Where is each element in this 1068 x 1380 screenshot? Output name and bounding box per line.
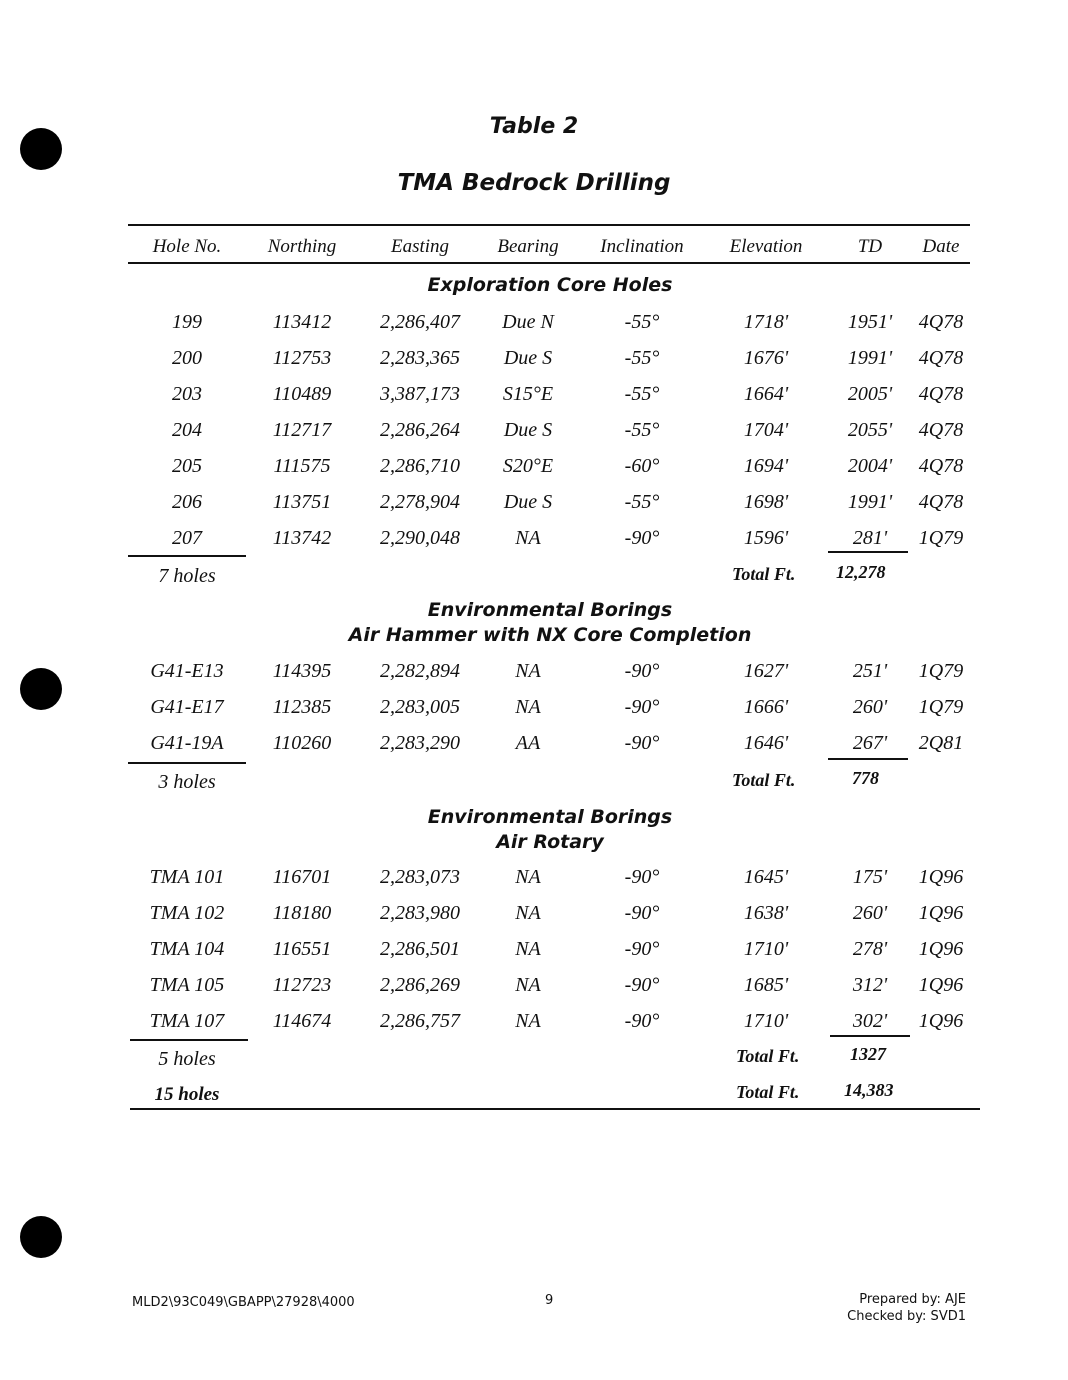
cell-northing: 111575	[273, 455, 331, 477]
cell-northing: 110260	[272, 732, 332, 754]
cell-inclination: -90°	[624, 902, 660, 924]
footer-prepared-by: Prepared by: AJE	[859, 1292, 966, 1307]
cell-northing: 112753	[272, 347, 332, 369]
total-label: Total Ft.	[732, 564, 796, 584]
cell-td: 312'	[852, 974, 888, 996]
table-row	[0, 974, 1068, 1002]
cell-inclination: -90°	[624, 696, 660, 718]
cell-td: 175'	[852, 866, 888, 888]
cell-inclination: -90°	[624, 866, 660, 888]
section-title-air-rotary: Environmental Borings Air Rotary	[427, 806, 673, 853]
cell-bearing: Due S	[503, 491, 553, 513]
cell-northing: 118180	[272, 902, 332, 924]
cell-elevation: 1627'	[743, 660, 789, 682]
section-count: 7 holes	[158, 565, 216, 587]
cell-easting: 2,286,757	[380, 1010, 460, 1032]
cell-elevation: 1698'	[743, 491, 789, 513]
cell-bearing: Due S	[503, 347, 553, 369]
cell-hole-no: G41-E13	[150, 660, 224, 682]
table-row	[0, 902, 1068, 930]
table-row	[0, 696, 1068, 724]
header-inclination: Inclination	[600, 236, 684, 257]
total-label: Total Ft.	[732, 770, 796, 790]
cell-easting: 2,286,407	[380, 311, 460, 333]
cell-hole-no: 200	[172, 347, 202, 369]
cell-td: 251'	[852, 660, 888, 682]
cell-bearing: NA	[515, 696, 541, 718]
cell-bearing: NA	[515, 660, 541, 682]
cell-hole-no: G41-E17	[150, 696, 224, 718]
cell-northing: 113412	[272, 311, 332, 333]
table-row	[0, 419, 1068, 447]
footer-page-number: 9	[545, 1293, 554, 1308]
table-row	[0, 938, 1068, 966]
cell-elevation: 1718'	[743, 311, 789, 333]
subtotal-rule-td	[828, 758, 908, 760]
grand-total-value: 14,383	[844, 1080, 894, 1100]
footer-file-path: MLD2\93C049\GBAPP\27928\4000	[132, 1295, 355, 1310]
total-value: 1327	[850, 1044, 886, 1064]
total-value: 12,278	[836, 562, 886, 582]
cell-td: 1991'	[847, 491, 893, 513]
cell-hole-no: 206	[172, 491, 202, 513]
cell-td: 267'	[852, 732, 888, 754]
cell-inclination: -90°	[624, 974, 660, 996]
table-row	[0, 660, 1068, 688]
binder-hole-bottom	[20, 1216, 62, 1258]
header-hole-no: Hole No.	[152, 236, 222, 257]
header-easting: Easting	[390, 236, 450, 257]
cell-hole-no: TMA 104	[149, 938, 225, 960]
header-northing: Northing	[267, 236, 337, 257]
cell-hole-no: TMA 105	[149, 974, 225, 996]
cell-date: 4Q78	[918, 491, 964, 513]
table-row	[0, 732, 1068, 760]
table-title: Table 2	[489, 114, 579, 139]
cell-easting: 2,283,290	[380, 732, 460, 754]
cell-hole-no: 207	[172, 527, 202, 549]
table-row	[0, 866, 1068, 894]
table-row	[0, 1010, 1068, 1038]
table-row	[0, 311, 1068, 339]
cell-td: 1951'	[847, 311, 893, 333]
cell-hole-no: 204	[172, 419, 202, 441]
cell-td: 1991'	[847, 347, 893, 369]
cell-easting: 2,282,894	[380, 660, 460, 682]
cell-inclination: -55°	[624, 311, 660, 333]
subtotal-rule-td	[830, 1035, 910, 1037]
cell-td: 302'	[852, 1010, 888, 1032]
cell-bearing: NA	[515, 1010, 541, 1032]
cell-easting: 2,283,073	[380, 866, 460, 888]
cell-bearing: NA	[515, 974, 541, 996]
section-count: 3 holes	[158, 771, 216, 793]
cell-hole-no: 199	[172, 311, 202, 333]
cell-date: 4Q78	[918, 311, 964, 333]
cell-elevation: 1666'	[743, 696, 789, 718]
cell-hole-no: G41-19A	[150, 732, 224, 754]
cell-elevation: 1694'	[743, 455, 789, 477]
cell-easting: 2,286,710	[380, 455, 460, 477]
total-value: 778	[852, 768, 879, 788]
cell-northing: 112385	[272, 696, 332, 718]
cell-date: 4Q78	[918, 383, 964, 405]
cell-bearing: S20°E	[502, 455, 554, 477]
section-title-air-hammer: Environmental Borings Air Hammer with NX Core Completion	[348, 599, 752, 646]
cell-northing: 116701	[272, 866, 332, 888]
cell-easting: 3,387,173	[380, 383, 460, 405]
cell-bearing: S15°E	[502, 383, 554, 405]
header-elevation: Elevation	[729, 236, 803, 257]
cell-inclination: -90°	[624, 660, 660, 682]
cell-td: 2005'	[847, 383, 893, 405]
subtotal-rule-hole	[128, 555, 246, 557]
cell-td: 281'	[852, 527, 888, 549]
header-bottom-rule	[128, 262, 970, 264]
cell-hole-no: TMA 102	[149, 902, 225, 924]
cell-td: 2055'	[847, 419, 893, 441]
cell-elevation: 1638'	[743, 902, 789, 924]
grand-total-label: Total Ft.	[736, 1082, 800, 1102]
cell-northing: 114395	[272, 660, 332, 682]
cell-inclination: -55°	[624, 419, 660, 441]
cell-inclination: -90°	[624, 732, 660, 754]
cell-bearing: NA	[515, 938, 541, 960]
cell-elevation: 1645'	[743, 866, 789, 888]
cell-hole-no: 205	[172, 455, 202, 477]
cell-easting: 2,283,365	[380, 347, 460, 369]
cell-bearing: AA	[515, 732, 541, 754]
table-row	[0, 455, 1068, 483]
cell-date: 4Q78	[918, 455, 964, 477]
cell-inclination: -90°	[624, 527, 660, 549]
cell-easting: 2,290,048	[380, 527, 460, 549]
cell-date: 1Q96	[918, 866, 964, 888]
total-label: Total Ft.	[736, 1046, 800, 1066]
cell-easting: 2,286,264	[380, 419, 460, 441]
cell-northing: 114674	[272, 1010, 332, 1032]
header-date: Date	[922, 236, 960, 257]
subtotal-rule-hole	[128, 762, 246, 764]
cell-easting: 2,278,904	[380, 491, 460, 513]
table-row	[0, 383, 1068, 411]
cell-elevation: 1704'	[743, 419, 789, 441]
cell-easting: 2,286,269	[380, 974, 460, 996]
cell-northing: 116551	[272, 938, 332, 960]
cell-date: 4Q78	[918, 419, 964, 441]
cell-inclination: -90°	[624, 938, 660, 960]
table-row	[0, 347, 1068, 375]
cell-td: 278'	[852, 938, 888, 960]
cell-td: 2004'	[847, 455, 893, 477]
cell-date: 1Q96	[918, 938, 964, 960]
cell-date: 1Q79	[918, 660, 964, 682]
cell-elevation: 1676'	[743, 347, 789, 369]
cell-northing: 110489	[272, 383, 332, 405]
cell-hole-no: 203	[172, 383, 202, 405]
cell-bearing: NA	[515, 866, 541, 888]
cell-easting: 2,283,980	[380, 902, 460, 924]
cell-northing: 113751	[272, 491, 332, 513]
cell-elevation: 1664'	[743, 383, 789, 405]
cell-date: 1Q96	[918, 902, 964, 924]
cell-easting: 2,283,005	[380, 696, 460, 718]
cell-date: 1Q79	[918, 527, 964, 549]
header-bearing: Bearing	[497, 236, 559, 257]
cell-date: 1Q96	[918, 974, 964, 996]
table-subtitle: TMA Bedrock Drilling	[397, 170, 671, 196]
header-td: TD	[857, 236, 883, 257]
cell-date: 4Q78	[918, 347, 964, 369]
cell-inclination: -55°	[624, 347, 660, 369]
section-count: 5 holes	[158, 1048, 216, 1070]
cell-td: 260'	[852, 696, 888, 718]
cell-elevation: 1710'	[743, 938, 789, 960]
cell-northing: 113742	[272, 527, 332, 549]
section-title-exploration: Exploration Core Holes	[427, 274, 673, 296]
cell-hole-no: TMA 107	[149, 1010, 225, 1032]
cell-inclination: -55°	[624, 491, 660, 513]
cell-elevation: 1646'	[743, 732, 789, 754]
cell-bearing: Due N	[502, 311, 554, 333]
cell-inclination: -60°	[624, 455, 660, 477]
cell-bearing: NA	[515, 527, 541, 549]
cell-elevation: 1710'	[743, 1010, 789, 1032]
table-bottom-rule	[130, 1108, 980, 1110]
subtotal-rule-hole	[130, 1039, 248, 1041]
header-top-rule	[128, 224, 970, 226]
cell-date: 1Q79	[918, 696, 964, 718]
subtotal-rule-td	[828, 551, 908, 553]
cell-northing: 112723	[272, 974, 332, 996]
cell-date: 2Q81	[918, 732, 964, 754]
cell-easting: 2,286,501	[380, 938, 460, 960]
cell-date: 1Q96	[918, 1010, 964, 1032]
cell-elevation: 1685'	[743, 974, 789, 996]
cell-bearing: Due S	[503, 419, 553, 441]
cell-hole-no: TMA 101	[149, 866, 225, 888]
cell-bearing: NA	[515, 902, 541, 924]
footer-checked-by: Checked by: SVD1	[847, 1309, 966, 1324]
grand-total-count: 15 holes	[154, 1084, 220, 1105]
cell-inclination: -55°	[624, 383, 660, 405]
cell-northing: 112717	[272, 419, 332, 441]
cell-elevation: 1596'	[743, 527, 789, 549]
cell-inclination: -90°	[624, 1010, 660, 1032]
table-row	[0, 491, 1068, 519]
cell-td: 260'	[852, 902, 888, 924]
